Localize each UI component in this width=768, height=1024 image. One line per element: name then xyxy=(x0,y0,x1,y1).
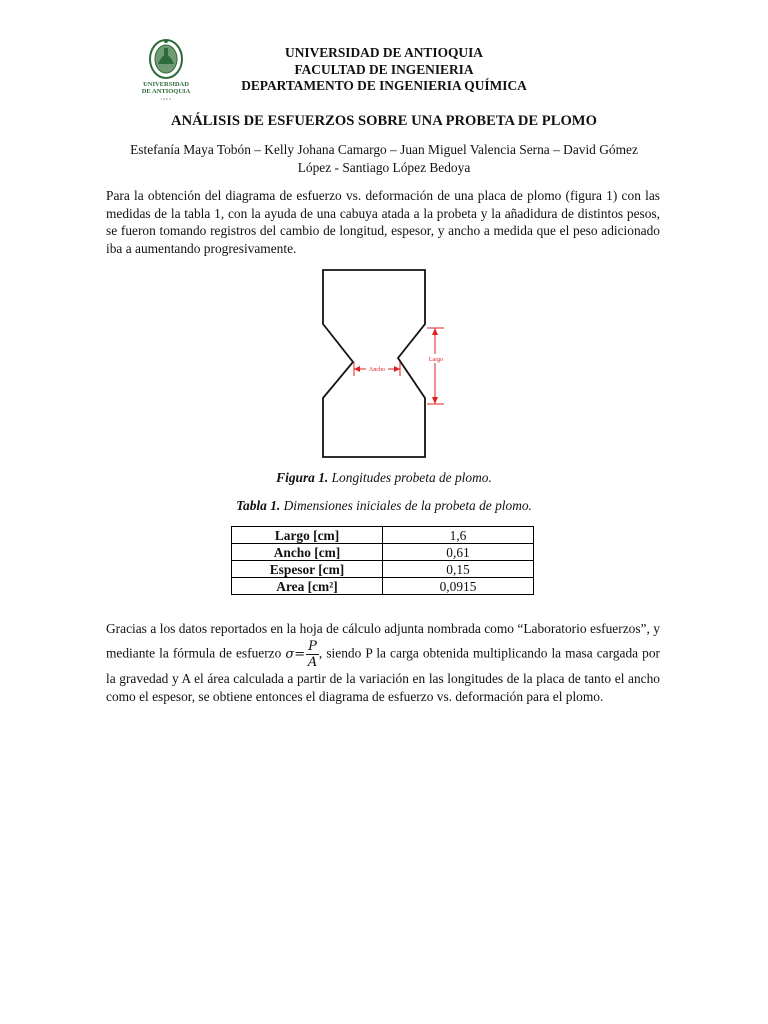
figure-caption-text: Longitudes probeta de plomo. xyxy=(328,470,492,485)
table-caption xyxy=(0,498,768,514)
university-name: UNIVERSIDAD DE ANTIOQUIA xyxy=(285,45,483,60)
specimen-outline xyxy=(323,270,425,457)
authors-line-2: López - Santiago López Bedoya xyxy=(297,160,471,175)
faculty-name: FACULTAD DE INGENIERIA xyxy=(294,61,474,77)
table-row xyxy=(232,527,534,544)
table-value: 0,61 xyxy=(383,544,534,561)
document-title: ANÁLISIS DE ESFUERZOS SOBRE UNA PROBETA DE PLOMO xyxy=(171,113,597,129)
logo-year: 1803 xyxy=(160,97,172,101)
largo-label: Largo xyxy=(428,357,444,363)
table-key: Ancho [cm] xyxy=(232,544,383,561)
stress-formula xyxy=(285,639,319,670)
formula-denominator: A xyxy=(307,654,318,670)
results-text-after: , siendo P la carga obtenida multiplicando la masa cargada por la gravedad y A el área calculada a partir de la variación en las longitudes de la placa de tanto el ancho como el espesor, se obtiene entonces el diagrama de esfuerzo vs. deformación para el plomo. xyxy=(106,645,661,704)
table-caption-text: Dimensiones iniciales de la probeta de plomo. xyxy=(280,498,532,513)
table-row xyxy=(232,544,534,561)
logo-text-1: UNIVERSIDAD xyxy=(143,81,189,88)
figure-caption xyxy=(0,470,768,486)
table-value: 1,6 xyxy=(383,527,534,544)
figure-caption-label: Figura 1. xyxy=(276,470,329,485)
table-row xyxy=(232,578,534,595)
table-value: 0,15 xyxy=(383,561,534,578)
table-caption-label: Tabla 1. xyxy=(236,498,281,513)
logo-text-2: DE ANTIOQUIA xyxy=(141,88,191,95)
document-header xyxy=(140,45,628,95)
results-text-before: Gracias a los datos reportados en la hoja de cálculo adjunta nombrada como “Laboratorio esfuerzos”, y mediante la fórmula de esfuerzo xyxy=(106,621,660,661)
intro-paragraph: Para la obtención del diagrama de esfuerzo vs. deformación de una placa de plomo (figura 1) con las medidas de la tabla 1, con la ayuda de una cabuya atada a la probeta y la añadidura de distintos pesos, se fueron tomando registros del cambio de longitud, espesor, y ancho a medida que el peso adicionado iba a aumentando progresivamente. xyxy=(106,188,660,256)
table-key: Largo [cm] xyxy=(232,527,383,544)
formula-lhs: σ= xyxy=(285,646,306,662)
table-key: Area [cm²] xyxy=(232,578,383,595)
authors-line-1: Estefanía Maya Tobón – Kelly Johana Camargo – Juan Miguel Valencia Serna – David Gómez xyxy=(130,142,638,157)
results-paragraph xyxy=(106,620,660,707)
table-row xyxy=(232,561,534,578)
formula-numerator: P xyxy=(308,638,317,654)
authors xyxy=(106,141,662,177)
department-name: DEPARTAMENTO DE INGENIERIA QUÍMICA xyxy=(241,78,527,93)
formula-fraction xyxy=(306,639,319,670)
dimensions-table xyxy=(231,526,534,595)
table-value: 0,0915 xyxy=(383,578,534,595)
ancho-label: Ancho xyxy=(369,367,385,373)
specimen-figure xyxy=(318,266,448,462)
table-key: Espesor [cm] xyxy=(232,561,383,578)
